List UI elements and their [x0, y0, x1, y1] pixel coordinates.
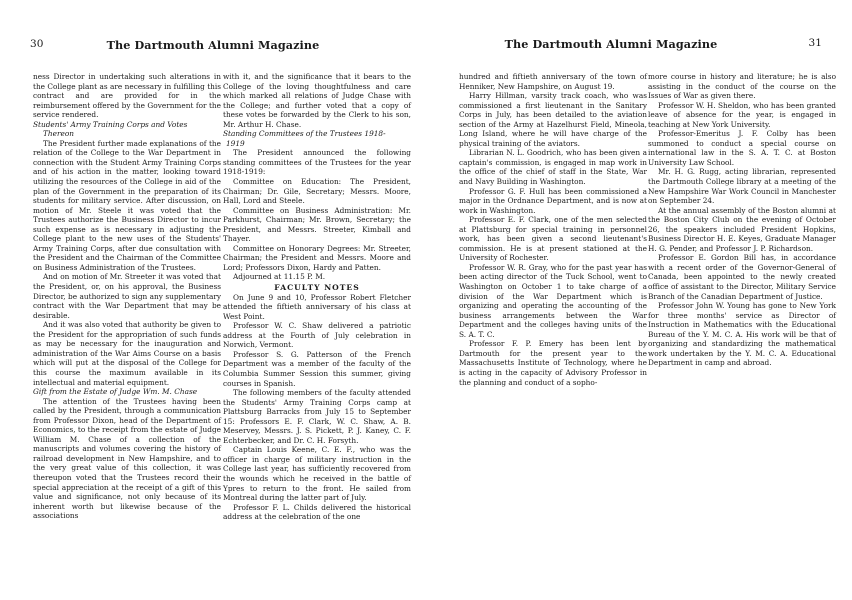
paragraph: Professor W. R. Gray, who for the past year has been acting director of the Tuck School, went to Washington on October 1 to take charge of a division of the War Department which is organizing and operating the accounting of the business arrangements between the War Department and the colleges having units of the S. A. T. C. — [459, 262, 647, 339]
paragraph: Committee on Honorary Degrees: Mr. Streeter, Chairman; the President and Messrs. Moore and Lord; Professors Dixon, Hardy and Patten. — [223, 243, 411, 272]
running-title: The Dartmouth Alumni Magazine — [106, 38, 320, 52]
paragraph: Committee on Education: The President, Chairman; Dr. Gile, Secretary; Messrs. Moore, Hall, Lord and Steele. — [223, 177, 411, 206]
paragraph: hundred and fiftieth anniversary of the town of Henniker, New Hampshire, on August 19. — [459, 72, 647, 91]
paragraph: Professor John W. Young has gone to New York for three months' service as Director of Instruction in Mathematics with the Educational Bureau of the Y. M. C. A. His work will be that of organizing and standardizing the mathematical work undertaken by the Y. M. C. A. Educational Department in camp and abroad. — [648, 301, 836, 368]
paragraph: The following members of the faculty attended the Students' Army Training Corps camp at Plattsburg Barracks from July 15 to September 15: Professors E. F. Clark, W. C. Shaw, A. B. Meservey, Messrs. J. S. Pickett, P. J. Kaney, C. F. Echterbecker, and Dr. C. H. Forsyth. — [223, 388, 411, 445]
paragraph: Professor E. Gordon Bill has, in accordance with a recent order of the Governor-General of Canada, been appointed to the newly created office of assistant to the Director, Military Service Branch of the Canadian Department of Justice. — [648, 253, 836, 301]
section-heading-continued: Thereon — [43, 129, 74, 139]
column-3 — [459, 72, 647, 387]
paragraph: The attention of the Trustees having been called by the President, through a communication from Professor Dixon, head of the Department of Economics, to the receipt from the estate of Judge William M. Chase of a collection of the manuscripts and volumes covering the history of railroad development in New Hampshire, and to the very great value of this collection, it was thereupon voted that the Trustees record their special appreciation at the receipt of a gift of this value and significance, not only because of its inherent worth but likewise because of the associations — [33, 396, 221, 521]
section-heading: Standing Committees of the Trustees 1918- — [223, 129, 386, 139]
running-head-left — [30, 38, 396, 52]
paragraph: The President further made explanations of the relation of the College to the War Department in connection with the Student Army Training Corps and of his action in the matter, looking toward utilizing the resources of the College in aid of the plan of the Government in the preparation of its students for military service. After discussion, on motion of Mr. Steele it was voted that the Trustees authorize the Business Director to incur such expense as is necessary in adjusting the College plant to the new uses of the Students' Army Training Corps, after due consultation with the President and the Chairman of the Committee on Business Administration of the Trustees. — [33, 138, 221, 272]
paragraph: Professor W. C. Shaw delivered a patriotic address at the Fourth of July celebration in Norwich, Vermont. — [223, 321, 411, 350]
paragraph: Committee on Business Administration: Mr. Parkhurst, Chairman; Mr. Brown, Secretary; the President, and Messrs. Streeter, Kimball and Thayer. — [223, 205, 411, 244]
running-title: The Dartmouth Alumni Magazine — [504, 37, 718, 51]
section-heading: Students' Army Training Corps and Votes — [33, 119, 188, 129]
paragraph: Adjourned at 11.15 P. M. — [233, 272, 326, 282]
section-heading-continued: 1919 — [226, 138, 245, 148]
paragraph: Mr. H. G. Rugg, acting librarian, represented the Dartmouth College library at a meeting of the New Hampshire War Work Council in Manchester on September 24. — [648, 167, 836, 206]
paragraph: Professor E. F. Clark, one of the men selected at Plattsburg for special training in personnel work, has been given a second lieutenant's commission. He is at present stationed at the University of Rochester. — [459, 215, 647, 263]
column-1 — [33, 72, 221, 521]
paragraph: Professor-Emeritus J. F. Colby has been summoned to conduct a special course on international law in the S. A. T. C. at Boston University Law School. — [648, 129, 836, 167]
right-page — [426, 0, 852, 600]
paragraph: Professor G. F. Hull has been commissioned a major in the Ordnance Department, and is now at work in Washington. — [459, 186, 647, 215]
paragraph: At the annual assembly of the Boston alumni at the Boston City Club on the evening of October 26, the speakers included President Hopkins, Business Director H. E. Keyes, Graduate Manager H. G. Pender, and Professor J. P. Richardson. — [648, 205, 836, 253]
section-heading: Gift from the Estate of Judge Wm. M. Chase — [33, 387, 198, 397]
paragraph: Professor W. H. Sheldon, who has been granted leave of absence for the year, is engaged in teaching at New York University. — [648, 100, 836, 129]
paragraph: Librarian N. L. Goodrich, who has been given a captain's commission, is engaged in map work in the office of the chief of staff in the State, War and Navy Building in Washington. — [459, 148, 647, 187]
paragraph: more course in history and literature; he is also assisting in the conduct of the course on the Issues of War as given there. — [648, 72, 836, 101]
paragraph: Harry Hillman, varsity track coach, who was commissioned a first lieutenant in the Sanitary Corps in July, has been detailed to the aviation section of the Army at Hazelhurst Field, Mineola, Long Island, where he will have charge of the physical training of the aviators. — [459, 91, 647, 148]
running-head-right — [456, 37, 822, 51]
paragraph: Professor F. P. Emery has been lent by Dartmouth for the present year to the Massachusetts Institute of Technology, where he is acting in the capacity of Advisory Professor in the planning and conduct of a sopho- — [459, 339, 647, 387]
page-number: 30 — [30, 38, 44, 50]
column-2 — [223, 72, 411, 522]
paragraph: Professor S. G. Patterson of the French Department was a member of the faculty of the Columbia Summer Session this summer, giving courses in Spanish. — [223, 349, 411, 388]
paragraph: And it was also voted that authority be given to the President for the appropriation of such funds as may be necessary for the inauguration and administration of the War Aims Course on a basis which will put at the disposal of the College for this course the maximum available in its intellectual and material equipment. — [33, 320, 221, 387]
column-4 — [648, 72, 836, 368]
paragraph: Captain Louis Keene, C. E. F., who was the officer in charge of military instruction in the College last year, has sufficiently recovered from the wounds which he received in the battle of Ypres to return to the front. He sailed from Montreal during the latter part of July. — [223, 445, 411, 503]
faculty-notes-heading: FACULTY NOTES — [274, 283, 360, 293]
paragraph: On June 9 and 10, Professor Robert Fletcher attended the fiftieth anniversary of his class at West Point. — [223, 292, 411, 321]
paragraph: Professor F. L. Childs delivered the historical address at the celebration of the one — [223, 502, 411, 522]
paragraph: ness Director in undertaking such alterations in the College plant as are necessary in fulfilling this contract and are provided for in the reimbursement offered by the Government for the service rendered. — [33, 72, 221, 120]
paragraph: The President announced the following standing committees of the Trustees for the year 1918-1919: — [223, 148, 411, 177]
paragraph: with it, and the significance that it bears to the College of the loving thoughtfulness and care which marked all relations of Judge Chase with the College; and further voted that a copy of these votes be forwarded by the Clerk to his son, Mr. Arthur H. Chase. — [223, 72, 411, 129]
paragraph: And on motion of Mr. Streeter it was voted that the President, or, on his approval, the Business Director, be authorized to sign any supplementary contract with the War Department that may be desirable. — [33, 272, 221, 320]
page-number: 31 — [808, 37, 822, 49]
